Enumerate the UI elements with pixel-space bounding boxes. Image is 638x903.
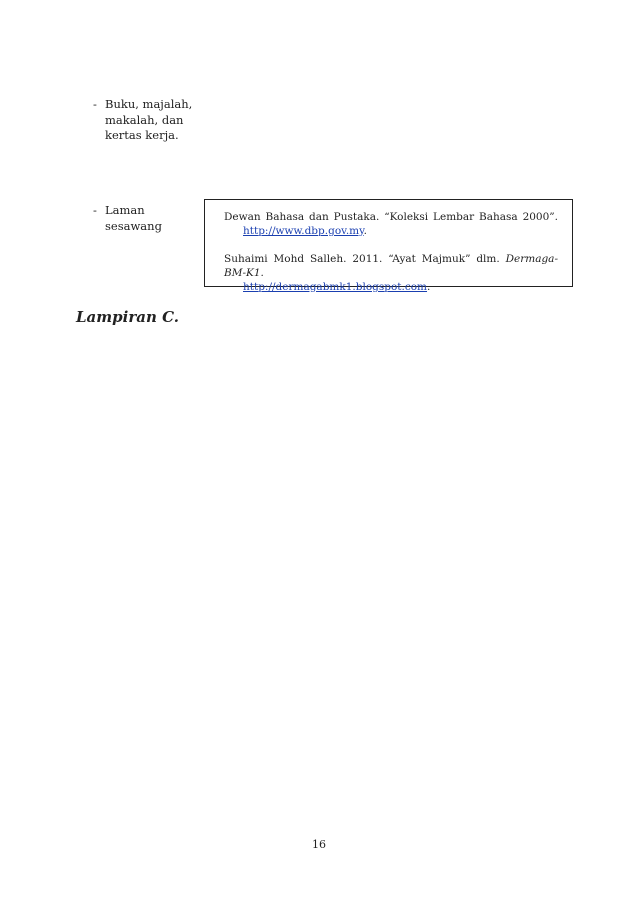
bullet-item-websites (93, 203, 213, 237)
reference-tail: . (427, 281, 431, 293)
reference-link[interactable]: http://dermagabmk1.blogspot.com (243, 281, 428, 293)
reference-title: Dermaga-BM-K1 (224, 253, 558, 279)
bullet-dash: - (93, 203, 97, 217)
reference-text-end: . (260, 267, 264, 279)
page-number: 16 (312, 838, 326, 851)
reference-link[interactable]: http://www.dbp.gov.my (243, 225, 364, 237)
section-heading: Lampiran C. (76, 308, 179, 326)
reference-text: Suhaimi Mohd Salleh. 2011. “Ayat Majmuk” dlm. (224, 253, 506, 265)
reference-entry (224, 252, 558, 294)
reference-entry (224, 210, 558, 238)
bullet-dash: - (93, 97, 97, 111)
reference-tail: . (363, 225, 367, 237)
reference-text: Dewan Bahasa dan Pustaka. “Koleksi Lembar Bahasa 2000”. (224, 211, 558, 223)
bullet-text: Laman sesawang (105, 203, 162, 233)
bullet-text: Buku, majalah, makalah, dan kertas kerja. (105, 97, 193, 142)
reference-box (204, 199, 573, 293)
bullet-item-books (93, 97, 213, 147)
